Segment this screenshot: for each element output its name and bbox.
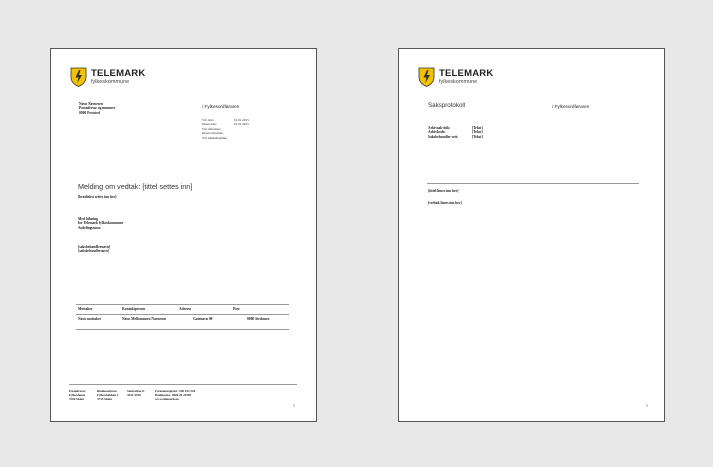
footer-column: Besøksadresse: Fylkesbakken 4 3715 Skien [97,389,119,401]
footer-column: Sentralbord: 3535 4340 [127,389,145,397]
meta-label: Deres referanse: [202,131,224,136]
address-line: 0000 Poststed [79,110,100,115]
shield-icon [70,67,87,87]
address-line: Postadresse og nummer [79,106,116,111]
greeting [78,217,123,230]
meta-value: [Tekst] [472,126,483,130]
table-bottom-rule [76,329,289,330]
table-top-rule [76,304,289,305]
meta-label: Arkivsak-dok: [428,126,451,130]
greeting-line: Avdelingsnavn [78,225,101,230]
logo-subtitle: fylkeskommune [91,78,130,85]
document-page-1 [50,48,317,422]
case-meta [428,126,483,139]
table-cell: Gatenavn 00 [193,317,213,321]
meta-label: Deres dato: [202,122,218,127]
recipients-table [78,307,289,311]
telemark-logo [70,67,145,87]
meta-value: 01.01.2015 [234,122,249,127]
meta-value: [Tekst] [472,130,483,135]
meta-label: Vår saksbehandler: [202,135,228,140]
table-mid-rule [76,314,289,315]
meta-label: Arkivkode: [428,130,446,135]
shield-icon [418,67,435,87]
footer-column: Foretaksregister: 940 192 226 Bankkonto: 2800 29 22900 www.telemark.no [155,389,196,401]
meta-label: Vår dato: [202,118,215,122]
table-cell: Navn mottaker [78,317,102,321]
page-number: 1 [293,404,295,408]
meta-row [202,136,249,140]
table-header: Kontaktperson [122,307,146,311]
meta-row [428,135,483,139]
table-cell: 0000 Stednavn [247,317,270,321]
telemark-logo [418,67,493,87]
address-line: Navn Navnesen [79,102,103,106]
sender-label: / Fylkesordføraren [552,104,590,109]
protocol-heading: Saksprotokoll [428,102,466,109]
signer-line: [saksbehandlernavn] [78,245,111,249]
meta-label: Saksbehandler sett: [428,134,459,139]
logo-name: TELEMARK [91,68,146,79]
meta-label: Vår referanse: [202,126,221,131]
meta-value: 01.01.2015 [234,118,249,122]
document-title: Melding om vedtak: [tittel settes inn] [78,182,193,191]
greeting-line: for Telemark fylkeskommune [78,221,124,226]
footer-rule [69,384,297,385]
greeting-line: Med hilsning [78,217,99,221]
footer-column: Postadresse: Fylkeshuset 3706 Skien [69,389,86,401]
table-header-row [78,307,289,311]
protocol-title: [tittel limes inn her] [428,189,459,193]
meta-value: [Tekst] [472,134,483,139]
table-row [78,317,289,321]
table-header: Mottaker [78,307,93,311]
logo-name: TELEMARK [439,68,494,79]
recipients-table-body [78,317,289,321]
document-page-2 [398,48,665,422]
protocol-body: [vedtak limes inn her] [428,201,462,205]
recipient-address [79,102,115,115]
signers [78,245,110,254]
letter-meta [202,118,249,140]
table-cell: Navn Mellomnavn Navnesen [122,317,167,321]
table-header: Post [233,307,240,311]
page-number: 1 [646,404,648,408]
logo-subtitle: fylkeskommune [439,78,478,85]
section-rule [427,183,639,184]
body-text: [brødtekst settes inn her] [78,195,117,199]
signer-line: [saksbehandlernavn] [78,249,110,254]
table-header: Adresse [179,307,192,311]
sender-label: / Fylkesordføraren [202,104,240,109]
